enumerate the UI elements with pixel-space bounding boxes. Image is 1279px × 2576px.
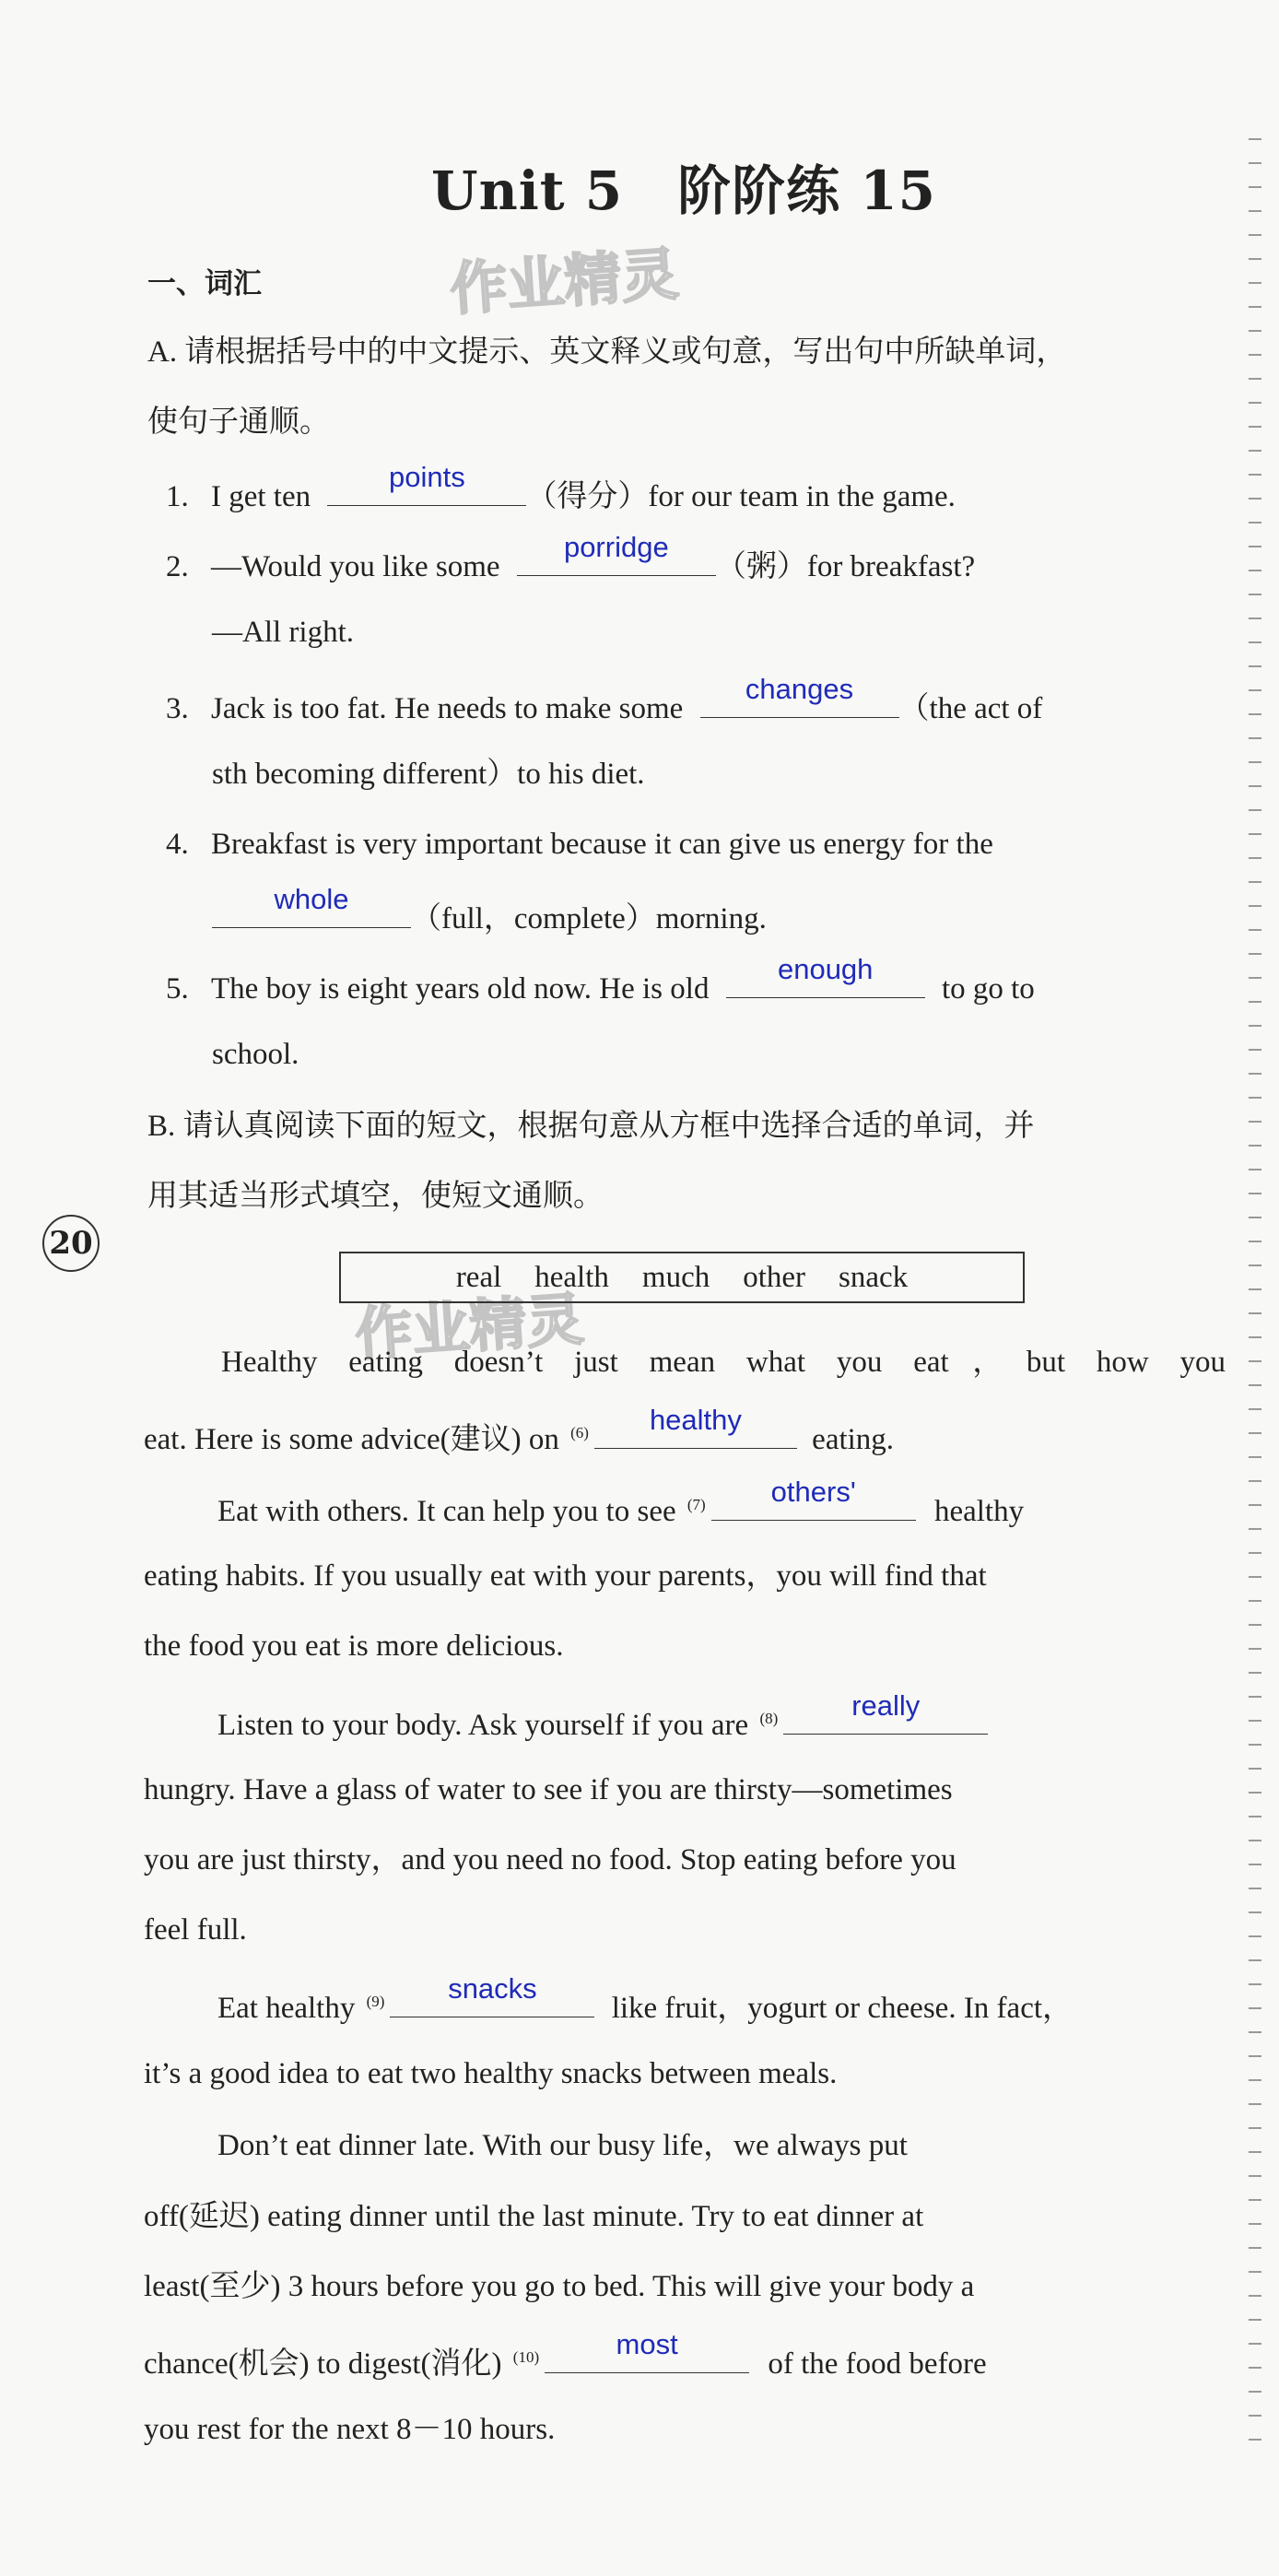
passage-text: Listen to your body. Ask yourself if you are [217,1709,749,1742]
blank-number: (7) [686,1496,706,1513]
word-bank-item: snack [839,1260,909,1294]
passage-line: least(至少) 3 hours before you go to bed. This will give your body a [144,2270,975,2303]
answer-text: others' [770,1476,856,1508]
watermark: 作业精灵 [448,240,681,323]
question-number: 4. [166,828,189,861]
answer-blank[interactable] [212,883,411,928]
question-5 [166,953,1035,1007]
answer-text: points [389,461,465,493]
passage-text: eating. [812,1423,895,1456]
passage-line: feel full. [144,1913,247,1947]
answer-blank[interactable] [594,1404,797,1449]
answer-text: changes [745,673,854,705]
part-a-instruction: 使句子通顺。 [147,406,330,439]
question-text: The boy is eight years old now. He is old [211,972,710,1006]
passage-text: of the food before [768,2347,987,2381]
word-bank [339,1252,1025,1303]
page-title: Unit 5 阶阶练 15 [431,159,937,222]
question-text: （the act of [898,692,1043,725]
watermark: 作业精灵 [353,1285,586,1369]
part-b-instruction: B. 请认真阅读下面的短文，根据句意从方框中选择合适的单词，并 [147,1110,1035,1143]
word-bank-item: health [534,1260,609,1294]
passage-text: healthy [933,1495,1025,1528]
section-heading: 一、词汇 [147,267,262,300]
answer-text: healthy [649,1404,742,1436]
passage-line: you are just thirsty，and you need no food. Stop eating before you [144,1843,956,1876]
passage-text: like fruit，yogurt or cheese. In fact， [611,1992,1074,2025]
question-3 [166,673,1043,727]
passage-line: Healthy eating doesn’t just mean what you eat，but how you [221,1346,1226,1379]
word-bank-item: real [455,1260,502,1294]
passage-line: the food you eat is more delicious. [144,1629,564,1663]
part-a-instruction: A. 请根据括号中的中文提示、英文释义或句意，写出句中所缺单词， [147,335,1067,369]
question-5-continued: school. [212,1038,299,1071]
passage-text: Eat with others. It can help you to see [217,1495,676,1528]
passage-text: chance(机会) to digest(消化) [144,2347,502,2381]
answer-blank[interactable] [711,1476,916,1521]
passage-line [144,2328,987,2382]
question-3-continued: sth becoming different）to his diet. [212,758,645,791]
answer-text: snacks [448,1972,537,2005]
question-1 [166,461,956,515]
question-number: 1. [166,480,189,513]
answer-blank[interactable] [327,461,526,506]
word-bank-item: other [743,1260,806,1294]
answer-text: enough [777,953,874,985]
question-2-reply: —All right. [212,616,354,649]
passage-line: it’s a good idea to eat two healthy snacks between meals. [144,2057,838,2090]
passage-text: Eat healthy [217,1992,356,2025]
answer-blank[interactable] [390,1972,594,2017]
blank-number: (6) [570,1424,589,1441]
page-number: 20 [42,1215,100,1272]
answer-text: most [616,2328,678,2360]
question-number: 3. [166,692,189,725]
blank-number: (9) [366,1993,385,2010]
passage-line [217,1476,1025,1530]
answer-text: whole [274,883,349,915]
question-text: （full，complete）morning. [411,902,767,935]
question-number: 5. [166,972,189,1006]
passage-line [217,1972,1074,2027]
answer-text: porridge [563,531,669,563]
question-text: （粥）for breakfast? [715,550,976,583]
question-4-continued [212,883,767,937]
passage-line: you rest for the next 8－10 hours. [144,2413,556,2446]
question-4 [166,826,993,863]
answer-blank[interactable] [700,673,899,718]
answer-blank[interactable] [545,2328,749,2373]
blank-number: (8) [759,1710,779,1727]
passage-line: eating habits. If you usually eat with your parents，you will find that [144,1559,987,1593]
question-2 [166,531,976,585]
question-text: —Would you like some [211,550,500,583]
binding-ticks [1249,138,1261,2442]
answer-blank[interactable] [783,1689,988,1735]
question-text: （得分）for our team in the game. [526,480,956,513]
answer-blank[interactable] [726,953,925,998]
word-bank-item: much [641,1260,710,1294]
question-number: 2. [166,550,189,583]
question-text: to go to [941,972,1035,1006]
passage-line: off(延迟) eating dinner until the last minute. Try to eat dinner at [144,2200,924,2233]
passage-line [217,1689,988,1744]
question-text: Jack is too fat. He needs to make some [211,692,684,725]
passage-line: hungry. Have a glass of water to see if you are thirsty—sometimes [144,1773,953,1806]
blank-number: (10) [512,2348,540,2366]
question-text: I get ten [211,480,311,513]
question-text: Breakfast is very important because it can give us energy for the [211,828,993,861]
answer-blank[interactable] [517,531,716,576]
passage-line: Don’t eat dinner late. With our busy life，we always put [217,2129,908,2162]
passage-text: eat. Here is some advice(建议) on [144,1423,559,1456]
passage-line [144,1404,895,1458]
answer-text: really [851,1689,921,1722]
part-b-instruction: 用其适当形式填空，使短文通顺。 [147,1180,604,1213]
